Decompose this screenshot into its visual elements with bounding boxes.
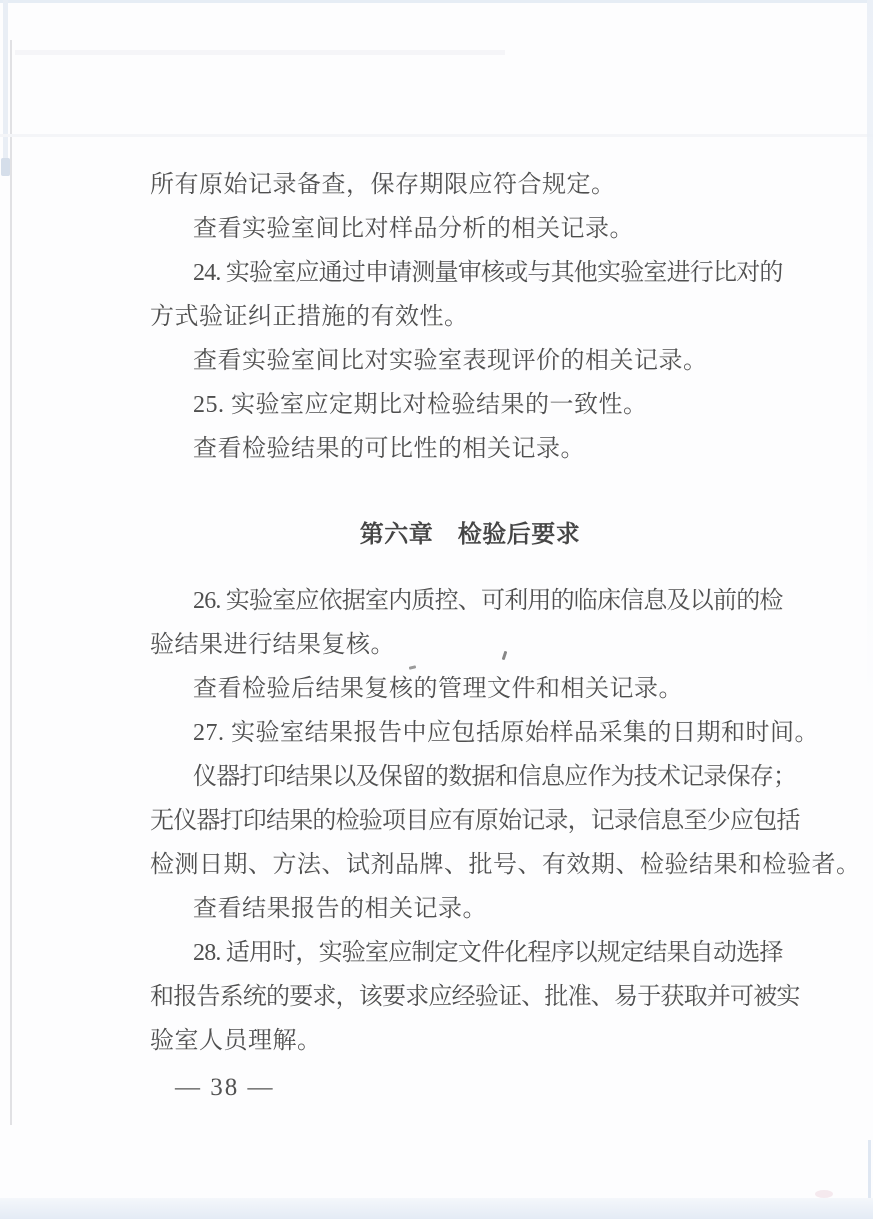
document-line: 仪器打印结果以及保留的数据和信息应作为技术记录保存； [193, 764, 797, 790]
scan-artifact-right-edge [867, 0, 873, 700]
document-line: 验室人员理解。 [150, 1028, 322, 1054]
scan-artifact-left-line [10, 40, 12, 1125]
scan-artifact-band [0, 134, 873, 137]
scan-artifact-top-edge [0, 0, 873, 3]
document-line-item-27: 27. 实验室结果报告中应包括原始样品采集的日期和时间。 [193, 720, 819, 746]
document-line-item-28: 28. 适用时，实验室应制定文件化程序以规定结果自动选择 [193, 940, 783, 966]
document-text-block [150, 163, 861, 1110]
document-line: 和报告系统的要求，该要求应经验证、批准、易于获取并可被实 [150, 984, 800, 1010]
document-line-item-25: 25. 实验室应定期比对检验结果的一致性。 [193, 392, 648, 418]
document-line: 查看检验结果的可比性的相关记录。 [193, 436, 585, 462]
document-line: 所有原始记录备查，保存期限应符合规定。 [150, 172, 616, 198]
document-line: 方式验证纠正措施的有效性。 [150, 304, 469, 330]
document-line: 检测日期、方法、试剂品牌、批号、有效期、检验结果和检验者。 [150, 852, 861, 878]
document-line: 无仪器打印结果的检验项目应有原始记录，记录信息至少应包括 [150, 808, 800, 834]
document-line: 查看检验后结果复核的管理文件和相关记录。 [193, 676, 683, 702]
document-line: 查看实验室间比对实验室表现评价的相关记录。 [193, 348, 708, 374]
scan-artifact-band [15, 50, 505, 55]
document-line: 查看实验室间比对样品分析的相关记录。 [193, 216, 634, 242]
scan-artifact-bottom-strip [0, 1198, 873, 1219]
document-line-item-26: 26. 实验室应依据室内质控、可利用的临床信息及以前的检 [193, 588, 783, 614]
chapter-heading: 第六章 检验后要求 [359, 521, 581, 548]
document-line: 验结果进行结果复核。 [150, 632, 395, 658]
scan-artifact-left-edge [3, 0, 8, 172]
document-line: 查看结果报告的相关记录。 [193, 896, 487, 922]
scan-artifact-speck [815, 1190, 833, 1198]
scan-artifact-right-edge [868, 1140, 871, 1202]
page-number: — 38 — [175, 1074, 275, 1101]
document-line-item-24: 24. 实验室应通过申请测量审核或与其他实验室进行比对的 [193, 260, 783, 286]
scan-artifact-left-notch [1, 158, 10, 176]
